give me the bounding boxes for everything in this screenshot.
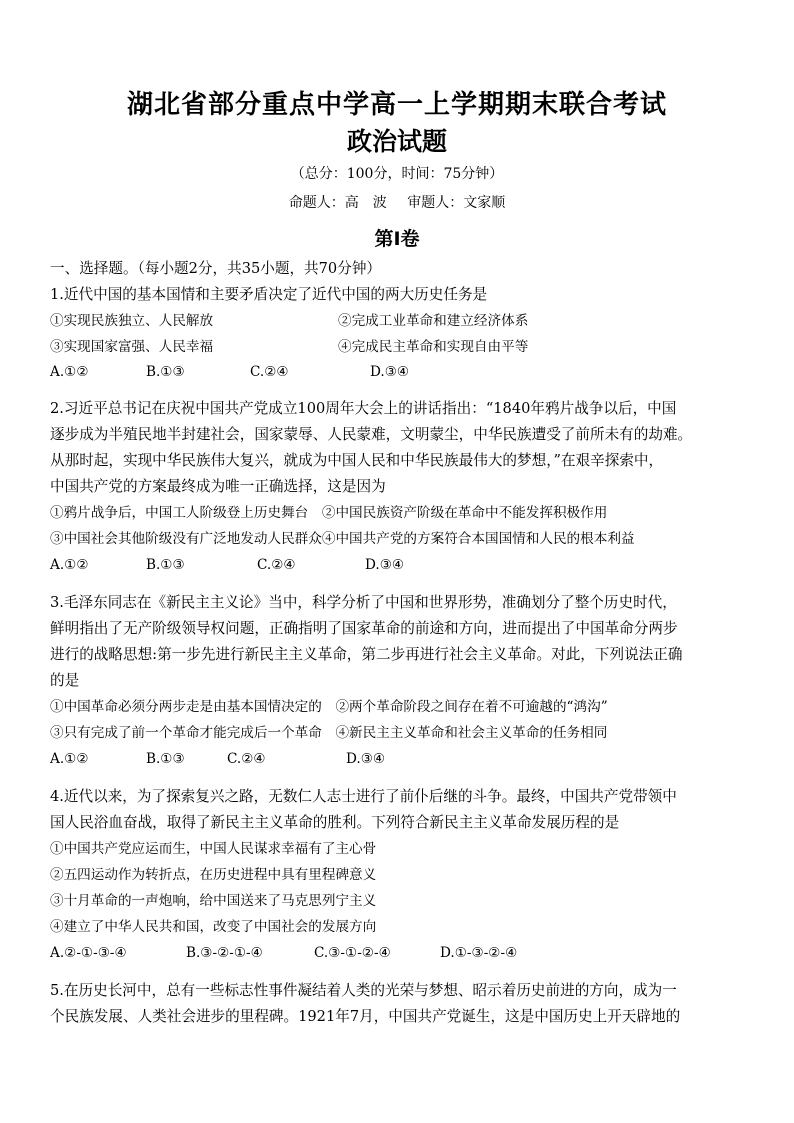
q3-options-row: ③只有完成了前一个革命才能完成后一个革命 ④新民主主义革命和社会主义革命的任务相同 — [50, 725, 608, 741]
q3-choice-d: D.③④ — [346, 751, 386, 767]
q3-choice-a: A.①② — [50, 751, 89, 767]
q5-stem-line: 个民族发展、人类社会进步的里程碑。1921年7月，中国共产党诞生，这是中国历史上开天辟地的 — [50, 1008, 681, 1025]
q2-choice-d: D.③④ — [365, 557, 405, 573]
q2-stem-line: 2.习近平总书记在庆祝中国共产党成立100周年大会上的讲话指出：“1840年鸦片战争以后，中国 — [50, 400, 677, 417]
q1-choice-c: C.②④ — [250, 364, 289, 380]
q2-stem-line: 从那时起，实现中华民族伟大复兴，就成为中国人民和中华民族最伟大的梦想，”在艰辛探索中， — [50, 452, 664, 469]
q3-stem-line: 的是 — [50, 672, 80, 689]
q1-option-3: ③实现国家富强、人民幸福 — [50, 339, 214, 355]
q3-stem-line: 3.毛泽东同志在《新民主主义论》当中，科学分析了中国和世界形势，准确划分了整个历史时代， — [50, 594, 677, 611]
q1-option-2: ②完成工业革命和建立经济体系 — [338, 313, 529, 329]
q3-stem-line: 鲜明指出了无产阶级领导权问题，正确指明了国家革命的前途和方向，进而提出了中国革命分两步 — [50, 620, 678, 637]
q3-choice-c: C.②④ — [227, 751, 266, 767]
q4-option-3: ③十月革命的一声炮响，给中国送来了马克思列宁主义 — [50, 893, 377, 909]
exam-title: 湖北省部分重点中学高一上学期期末联合考试 — [126, 90, 667, 120]
q4-choice-b: B.③-②-①-④ — [186, 945, 263, 961]
q1-choice-b: B.①③ — [146, 364, 185, 380]
q3-options-row: ①中国革命必须分两步走是由基本国情决定的 ②两个革命阶段之间存在着不可逾越的“鸿沟” — [50, 699, 608, 715]
exam-subject: 政治试题 — [346, 127, 447, 156]
author: 命题人：高 波 — [288, 195, 387, 211]
q1-choice-d: D.③④ — [370, 364, 410, 380]
q4-choice-d: D.①-③-②-④ — [440, 945, 518, 961]
q2-choice-a: A.①② — [50, 557, 89, 573]
q4-choice-c: C.③-①-②-④ — [314, 945, 391, 961]
q4-option-1: ①中国共产党应运而生，中国人民谋求幸福有了主心骨 — [50, 841, 377, 857]
exam-authors — [0, 192, 794, 212]
q4-option-2: ②五四运动作为转折点，在历史进程中具有里程碑意义 — [50, 867, 377, 883]
q4-stem-line: 国人民浴血奋战，取得了新民主主义革命的胜利。下列符合新民主主义革命发展历程的是 — [50, 814, 620, 831]
q5-stem-line: 5.在历史长河中，总有一些标志性事件凝结着人类的光荣与梦想、昭示着历史前进的方向，成为一 — [50, 982, 677, 999]
q4-stem-line: 4.近代以来，为了探索复兴之路，无数仁人志士进行了前仆后继的斗争。最终，中国共产党带领中 — [50, 788, 677, 805]
q3-stem-line: 进行的战略思想:第一步先进行新民主主义革命，第二步再进行社会主义革命。对此，下列说法正确 — [50, 646, 683, 663]
volume-heading: 第Ⅰ卷 — [374, 228, 420, 250]
q1-option-4: ④完成民主革命和实现自由平等 — [338, 339, 529, 355]
reviewer: 审题人：文家顺 — [407, 195, 506, 211]
q4-option-4: ④建立了中华人民共和国，改变了中国社会的发展方向 — [50, 919, 377, 935]
q2-stem-line: 逐步成为半殖民地半封建社会，国家蒙辱、人民蒙难，文明蒙尘，中华民族遭受了前所未有的劫难。 — [50, 426, 693, 443]
q1-choice-a: A.①② — [50, 364, 89, 380]
q1-option-1: ①实现民族独立、人民解放 — [50, 313, 214, 329]
q2-options-row: ①鸦片战争后，中国工人阶级登上历史舞台 ②中国民族资产阶级在革命中不能发挥积极作用 — [50, 505, 608, 521]
q2-stem-line: 中国共产党的方案最终成为唯一正确选择，这是因为 — [50, 478, 386, 495]
q2-choice-b: B.①③ — [146, 557, 185, 573]
q2-choice-c: C.②④ — [257, 557, 296, 573]
q4-choice-a: A.②-①-③-④ — [50, 945, 127, 961]
q3-choice-b: B.①③ — [146, 751, 185, 767]
exam-meta: （总分：100分，时间：75分钟） — [290, 166, 504, 182]
q1-stem: 1.近代中国的基本国情和主要矛盾决定了近代中国的两大历史任务是 — [50, 286, 488, 303]
section-heading: 一、选择题。（每小题2分，共35小题，共70分钟） — [50, 260, 382, 277]
q2-options-row: ③中国社会其他阶级没有广泛地发动人民群众④中国共产党的方案符合本国国情和人民的根本利益 — [50, 531, 635, 547]
